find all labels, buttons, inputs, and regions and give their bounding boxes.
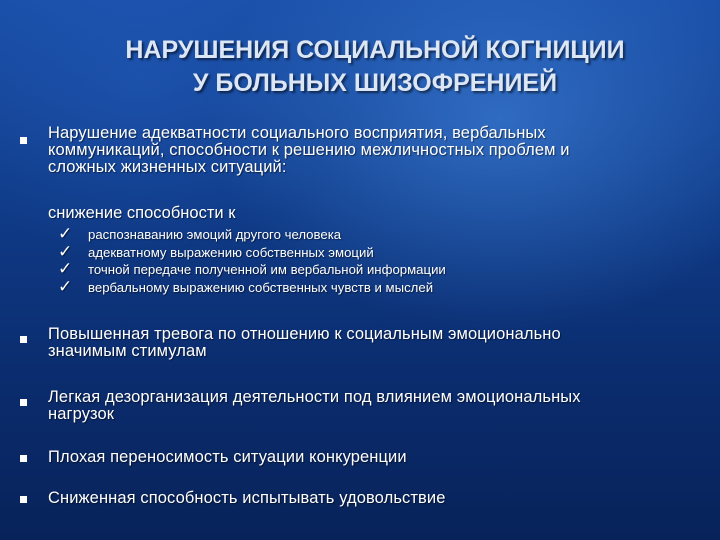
sub-item-text: распознаванию эмоций другого человека <box>88 227 342 243</box>
bullet-text-1 <box>48 125 703 176</box>
checkmark-icon: ✓ <box>58 276 73 297</box>
bullet-2-line-1: Повышенная тревога по отношению к социальным эмоционально <box>48 325 561 343</box>
checkmark-icon: ✓ <box>58 224 73 245</box>
slide-title <box>0 34 720 100</box>
bullet-3-line-1: Легкая дезорганизация деятельности под влиянием эмоциональных <box>48 388 581 406</box>
title-line-2: У БОЛЬНЫХ ШИЗОФРЕНИЕЙ <box>192 69 558 97</box>
sub-item <box>58 276 618 297</box>
sub-item-text: точной передаче полученной им вербальной информации <box>88 262 446 278</box>
bullet-text-3 <box>48 389 703 423</box>
sub-item <box>58 226 618 244</box>
bullet-marker <box>20 455 27 462</box>
bullet-3-line-2: нагрузок <box>48 405 115 423</box>
bullet-marker <box>20 336 27 343</box>
bullet-1-line-2: коммуникаций, способности к решению межличностных проблем и <box>48 141 570 159</box>
sub-item <box>58 241 618 262</box>
bullet-marker <box>20 399 27 406</box>
sub-heading: снижение способности к <box>48 204 236 222</box>
sub-item-text: вербальному выражению собственных чувств и мыслей <box>88 279 434 295</box>
bullet-2-line-2: значимым стимулам <box>48 342 207 360</box>
bullet-5-line-1: Сниженная способность испытывать удовольствие <box>48 489 446 507</box>
bullet-4-line-1: Плохая переносимость ситуации конкуренции <box>48 448 407 466</box>
bullet-marker <box>20 137 27 144</box>
bullet-text-5 <box>48 490 703 507</box>
title-line-1: НАРУШЕНИЯ СОЦИАЛЬНОЙ КОГНИЦИИ <box>125 36 625 64</box>
sub-item <box>58 261 618 279</box>
bullet-text-4 <box>48 449 703 466</box>
sub-item-text: адекватному выражению собственных эмоций <box>88 244 374 260</box>
bullet-text-2 <box>48 326 703 360</box>
checkmark-icon: ✓ <box>58 241 73 262</box>
bullet-1-line-1: Нарушение адекватности социального восприятия, вербальных <box>48 124 546 142</box>
sub-item-list <box>58 226 618 296</box>
bullet-marker <box>20 496 27 503</box>
bullet-1-line-3: сложных жизненных ситуаций: <box>48 158 287 176</box>
checkmark-icon: ✓ <box>58 259 73 280</box>
